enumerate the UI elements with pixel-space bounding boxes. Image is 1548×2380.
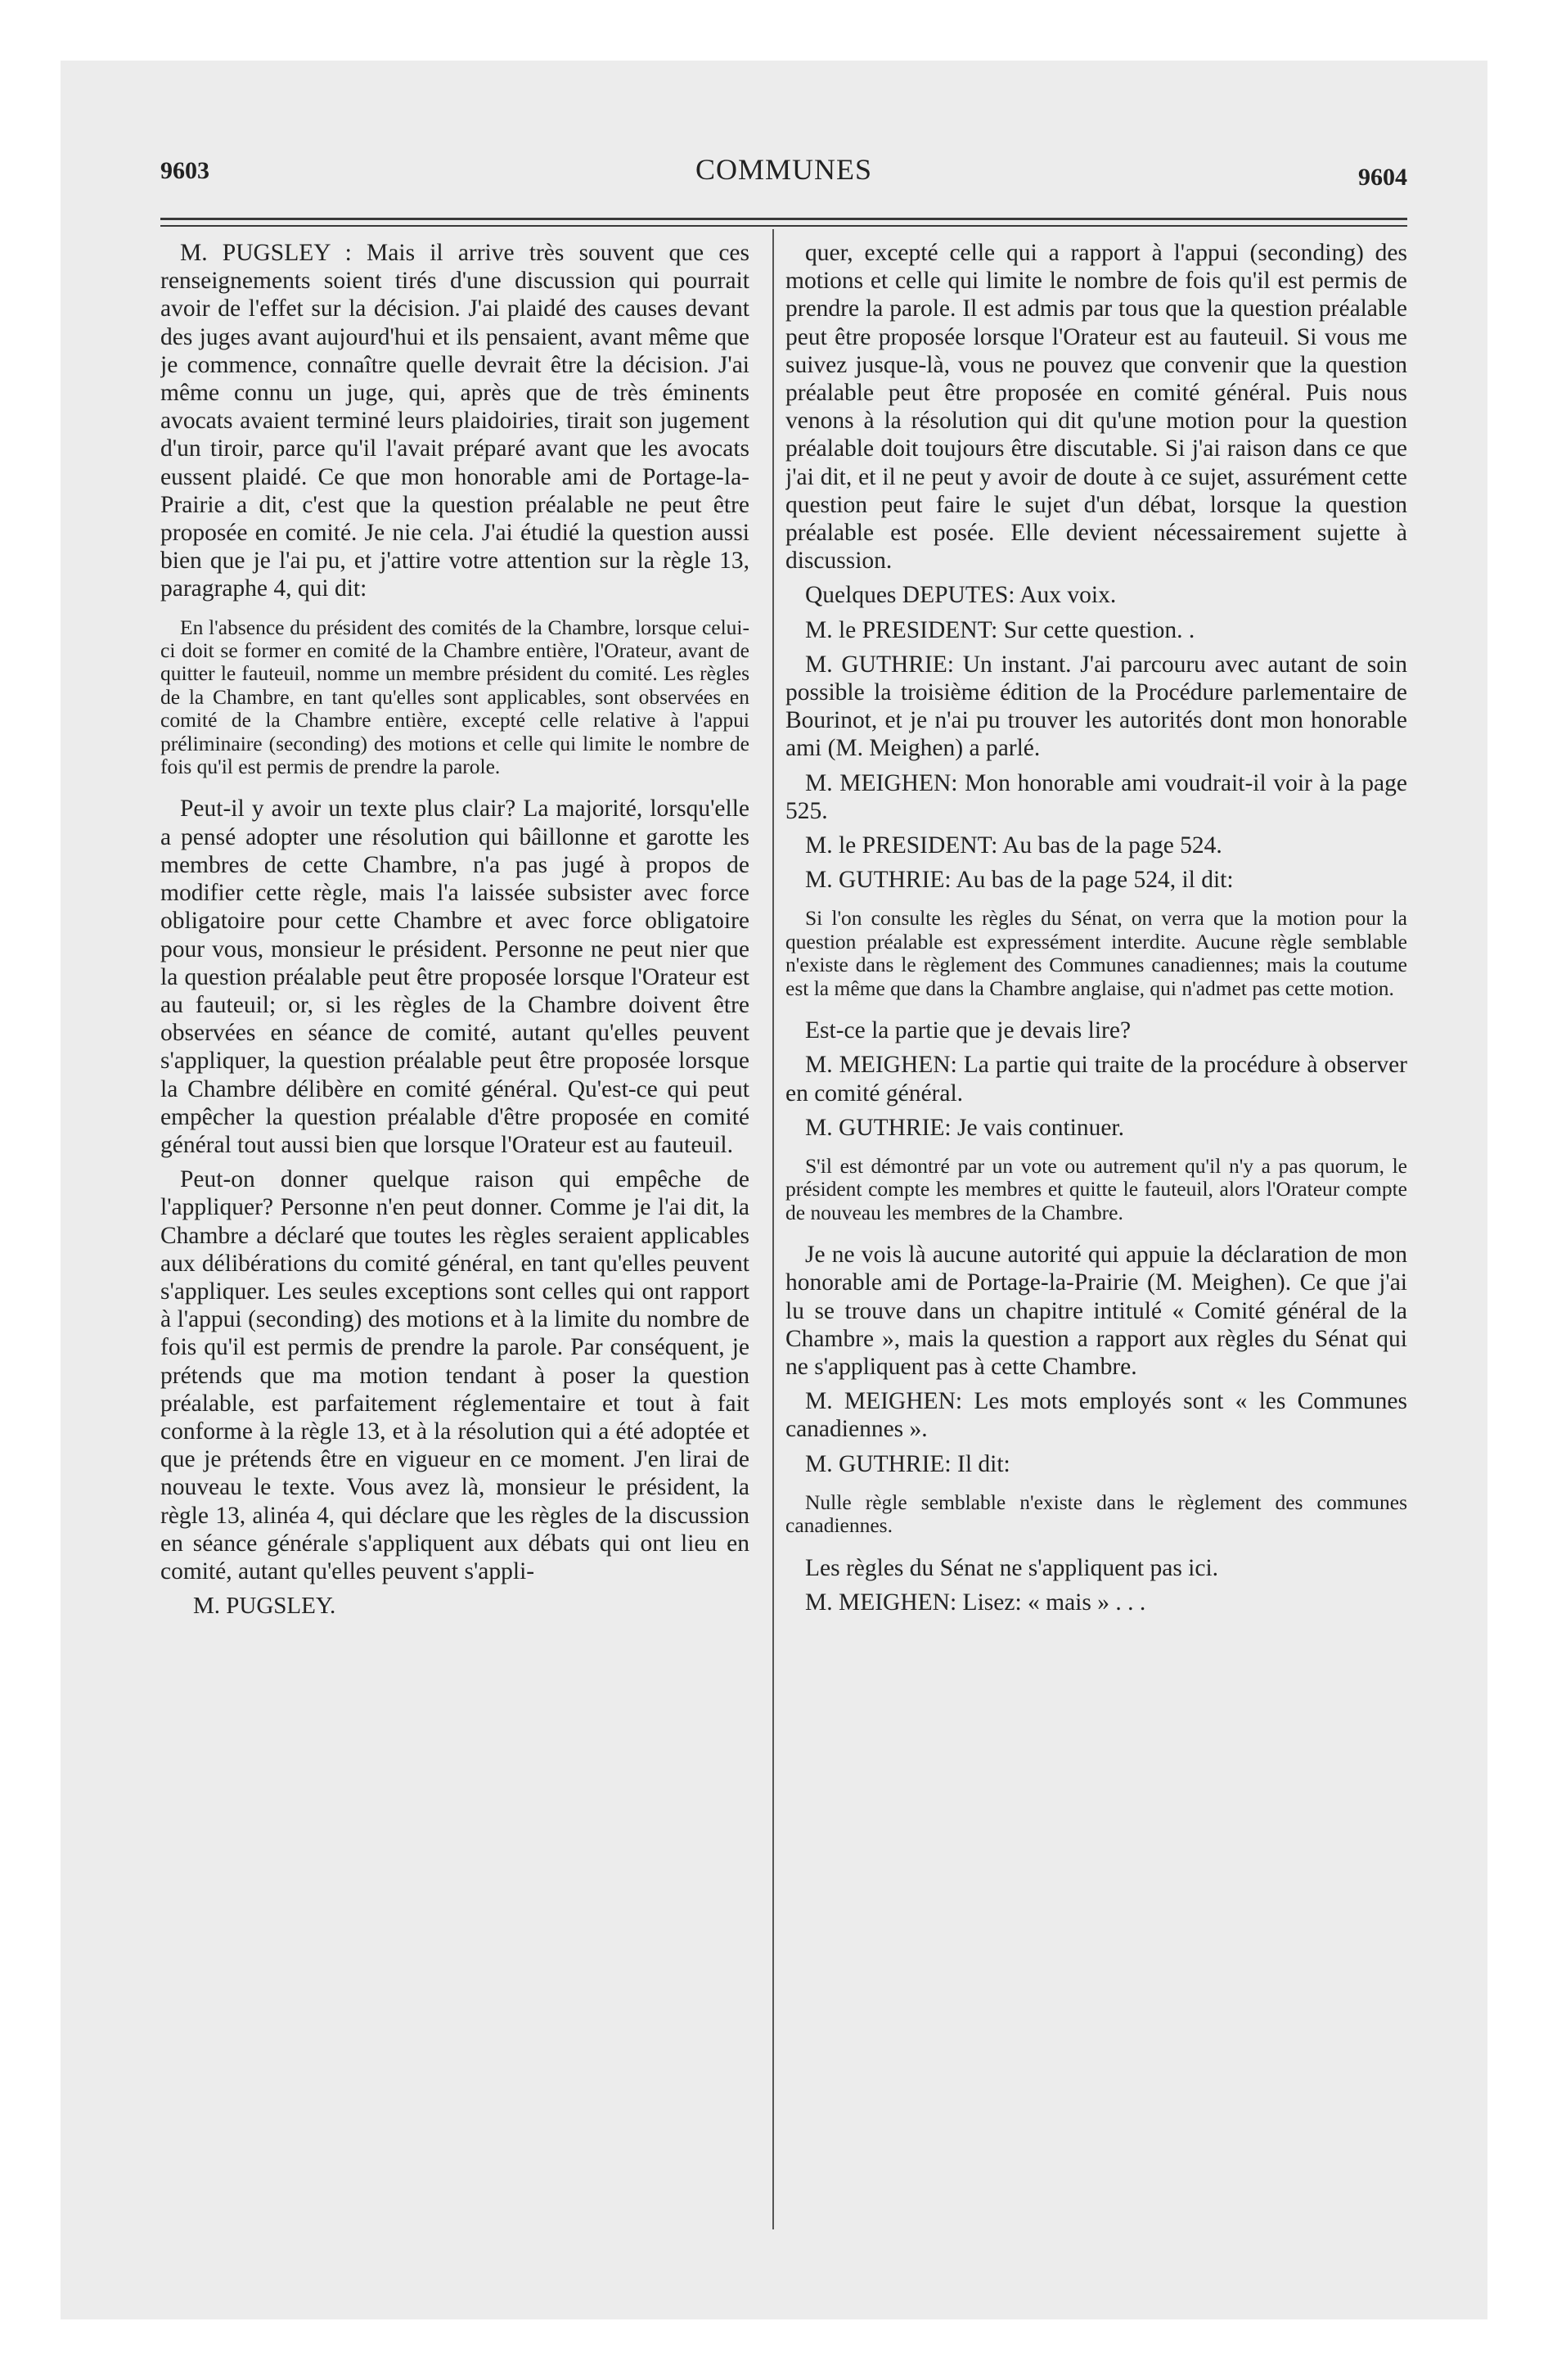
column-divider xyxy=(772,229,774,2229)
paragraph: M. le PRESIDENT: Sur cette question. . xyxy=(805,616,1195,643)
paragraph: Les règles du Sénat ne s'appliquent pas ici. xyxy=(805,1554,1219,1581)
quoted-rule: Nulle règle semblable n'existe dans le règlement des communes canadiennes. xyxy=(785,1490,1407,1538)
page-number-right: 9604 xyxy=(1358,164,1407,191)
paragraph: M. MEIGHEN: La partie qui traite de la procédure à observer en comité général. xyxy=(785,1052,1407,1107)
page-header xyxy=(160,152,1407,201)
paragraph: M. GUTHRIE: Il dit: xyxy=(805,1450,1010,1477)
paragraph: Est-ce la partie que je devais lire? xyxy=(805,1017,1132,1044)
paragraph: Quelques DEPUTES: Aux voix. xyxy=(805,582,1117,609)
paragraph: M. GUTHRIE: Au bas de la page 524, il dit: xyxy=(805,867,1234,894)
paragraph: M. MEIGHEN: Les mots employés sont « les Communes canadiennes ». xyxy=(785,1388,1407,1443)
paragraph: M. PUGSLEY : Mais il arrive très souvent que ces renseignements soient tirés d'une discussion qui pourrait avoir de l'effet sur la décision. J'ai plaidé des causes devant des juges avant aujourd'hui et ils pensaient, avant même que je commence, connaître quelle devrait être la décision. J'ai même connu un juge, qui, après que de très éminents avocats avaient terminé leurs plaidoiries, tirait son jugement d'un tiroir, parce qu'il l'avait préparé avant que les avocats eussent plaidé. Ce que mon honorable ami de Portage-la-Prairie a dit, c'est que la question préalable ne peut être proposée en comité. Je nie cela. J'ai étudié la question aussi bien que je l'ai pu, et j'attire votre attention sur la règle 13, paragraphe 4, qui dit: xyxy=(160,240,749,602)
paragraph: M. MEIGHEN: Mon honorable ami voudrait-il voir à la page 525. xyxy=(785,769,1407,824)
header-rule-bottom xyxy=(160,225,1407,227)
paragraph: Je ne vois là aucune autorité qui appuie la déclaration de mon honorable ami de Portage-la-Prairie (M. Meighen). Ce que j'ai lu se trouve dans un chapitre intitulé « Comité général de la Chambre », mais la question a rapport aux règles du Sénat qui ne s'appliquent pas à cette Chambre. xyxy=(785,1242,1407,1380)
paragraph: Peut-on donner quelque raison qui empêche de l'appliquer? Personne n'en peut donner. Comme je l'ai dit, la Chambre a déclaré que toutes les règles seraient applicables aux délibérations du comité général, en tant qu'elles peuvent s'appliquer. Les seules exceptions sont celles qui ont rapport à l'appui (seconding) des motions et à la limite du nombre de fois qu'il est permis de prendre la parole. Par conséquent, je prétends que ma motion tendant à poser la question préalable, est parfaitement réglementaire et tout à fait conforme à la règle 13, et à la résolution qui a été adoptée et que je prétends être en vigueur en ce moment. J'en lirai de nouveau le texte. Vous avez là, monsieur le président, la règle 13, alinéa 4, qui déclare que les règles de la discussion en séance générale s'appliquent aux débats qui ont lieu en comité, autant qu'elles peuvent s'appli- xyxy=(160,1166,749,1584)
paragraph: Peut-il y avoir un texte plus clair? La majorité, lorsqu'elle a pensé adopter une résolution qui bâillonne et garotte les membres de cette Chambre, n'a pas jugé à propos de modifier cette règle, mais l'a laissée subsister avec force obligatoire pour cette Chambre et avec force obligatoire pour vous, monsieur le président. Personne ne peut nier que la question préalable peut être proposée lorsque l'Orateur est au fauteuil; or, si les règles de la Chambre doivent être observées en séance de comité, autant qu'elles peuvent s'appliquer, la question préalable peut être proposée lorsque la Chambre délibère en comité général. Qu'est-ce qui peut empêcher la question préalable d'être proposée en comité général tout aussi bien que lorsque l'Orateur est au fauteuil. xyxy=(160,796,749,1158)
paragraph: M. GUTHRIE: Je vais continuer. xyxy=(805,1114,1124,1141)
left-column xyxy=(160,239,749,2229)
paragraph: M. MEIGHEN: Lisez: « mais » . . . xyxy=(805,1589,1146,1616)
paragraph: M. le PRESIDENT: Au bas de la page 524. xyxy=(805,832,1222,859)
quoted-rule: S'il est démontré par un vote ou autrement qu'il n'y a pas quorum, le président compte les membres et quitte le fauteuil, alors l'Orateur compte de nouveau les membres de la Chambre. xyxy=(785,1153,1407,1224)
right-column xyxy=(785,239,1407,2229)
page-title: COMMUNES xyxy=(695,153,873,186)
paragraph: quer, excepté celle qui a rapport à l'appui (seconding) des motions et celle qui limite le nombre de fois qu'il est permis de prendre la parole. Il est admis par tous que la question préalable peut être proposée lorsque l'Orateur est au fauteuil. Si vous me suivez jusque-là, vous ne pouvez que convenir que la question préalable peut être proposée en comité général. Puis nous venons à la résolution qui dit qu'une motion pour la question préalable doit toujours être discutable. Si j'ai raison dans ce que j'ai dit, et il ne peut y avoir de doute à ce sujet, assurément cette question peut faire le sujet d'un débat, lorsque la question préalable est posée. Elle devient nécessairement sujette à discussion. xyxy=(785,240,1407,575)
paragraph: M. GUTHRIE: Un instant. J'ai parcouru avec autant de soin possible la troisième édition de la Procédure parlementaire de Bourinot, et je n'ai pu trouver les autorités dont mon honorable ami (M. Meighen) a parlé. xyxy=(785,651,1407,762)
quoted-rule: Si l'on consulte les règles du Sénat, on verra que la motion pour la question préalable est expressément interdite. Aucune règle semblable n'existe dans le règlement des Communes canadiennes; mais la coutume est la même que dans la Chambre anglaise, qui n'admet pas cette motion. xyxy=(785,906,1407,1000)
quoted-rule: En l'absence du président des comités de la Chambre, lorsque celui-ci doit se former en comité de la Chambre entière, l'Orateur, avant de quitter le fauteuil, nomme un membre président du comité. Les règles de la Chambre, en tant qu'elles sont applicables, sont observées en comité de la Chambre entière, excepté celle relative à l'appui préliminaire (seconding) des motions et celle qui limite le nombre de fois qu'il est permis de prendre la parole. xyxy=(160,615,749,779)
header-rule-top xyxy=(160,218,1407,220)
page-number-left: 9603 xyxy=(160,157,209,184)
running-footer: M. PUGSLEY. xyxy=(193,1593,336,1620)
